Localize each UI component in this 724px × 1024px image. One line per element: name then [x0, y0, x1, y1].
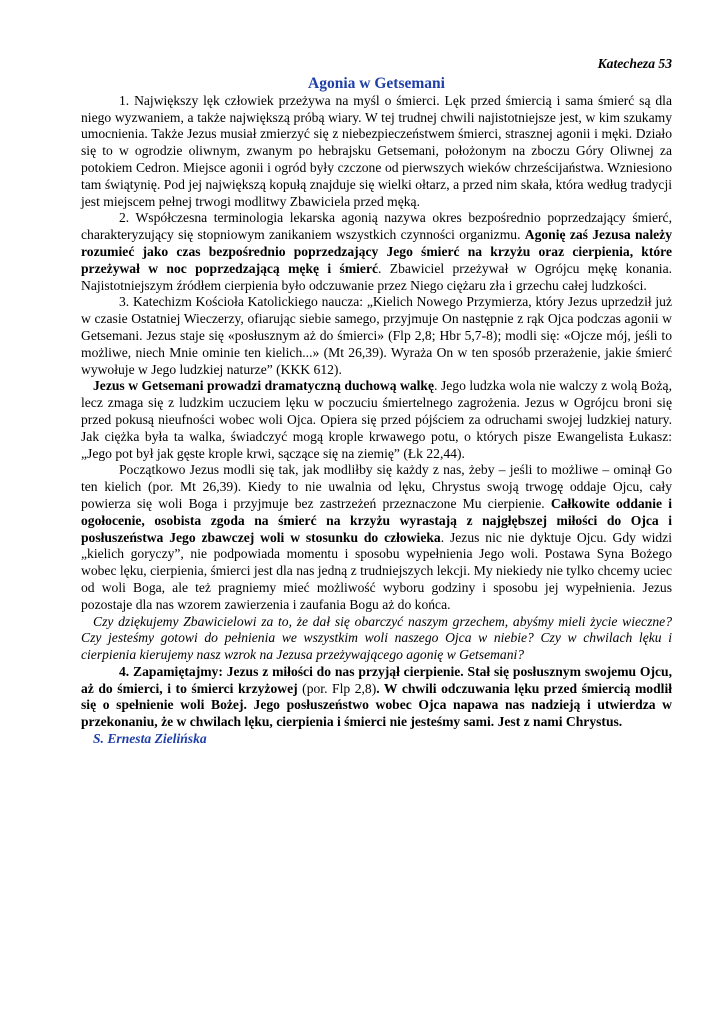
paragraph-5-text-a: Początkowo Jezus modli się tak, jak modliłby się każdy z nas, żeby – jeśli to możliwe – ominął Go ten kielich (por. Mt 26,39). Kiedy to nie uwalnia od lęku, Chrystus swoją trwogę oddaje Ojcu, cały powierza się woli Boga i przyjmuje bez zastrzeżeń przeznaczone Mu cierpienie.	[81, 462, 672, 511]
paragraph-3: 3. Katechizm Kościoła Katolickiego naucza: „Kielich Nowego Przymierza, który Jezus uprzedził już w czasie Ostatniej Wieczerzy, ofiarując siebie samego, przyjmuje On następnie z rąk Ojca podczas agonii w Getsemani. Jezus staje się «posłusznym aż do śmierci» (Flp 2,8; Hbr 5,7-8); modli się: «Ojcze mój, jeśli to możliwe, niech Mnie ominie ten kielich...» (Mt 26,39). Wyraża On w ten sposób przerażenie, jakie śmierć wywołuje w Jego ludzkiej naturze” (KKK 612).	[81, 294, 672, 377]
reflection-questions: Czy dziękujemy Zbawicielowi za to, że dał się obarczyć naszym grzechem, abyśmy mieli życie wieczne? Czy jesteśmy gotowi do pełnienia we wszystkim woli naszego Ojca w niebie? Czy w chwilach lęku i cierpienia kierujemy nasz wzrok na Jezusa przeżywającego agonię w Getsemani?	[81, 613, 672, 663]
summary-bold-a: 4. Zapamiętajmy: Jezus z miłości do nas przyjął cierpienie. Stał się posłusznym swojemu Ojcu, aż do śmierci, i to śmierci krzyżowej	[81, 663, 672, 696]
summary-bold-c: . W chwili odczuwania lęku przed śmiercią modlił się o spełnienie woli Bożej. Jego posłuszeństwo wobec Ojca napawa nas nadzieją i utwierdza w przekonaniu, że w chwilach lęku, cierpienia i śmierci nie jesteśmy sami. Jest z nami Chrystus.	[81, 680, 672, 730]
document-page	[81, 56, 672, 748]
paragraph-2	[81, 210, 672, 294]
paragraph-4	[81, 378, 672, 462]
summary-reference: (por. Flp 2,8)	[297, 680, 377, 696]
page-title: Agonia w Getsemani	[308, 74, 445, 92]
paragraph-5-bold: Całkowite oddanie i ogołocenie, osobista zgoda na śmierć na krzyżu wyrastają z najgłębszej miłości do Ojca i posłuszeństwa Jego zbawczej woli w stosunku do człowieka	[81, 495, 673, 545]
paragraph-2-bold: Agonię zaś Jezusa należy rozumieć jako czas bezpośrednio poprzedzający Jego śmierć na krzyżu oraz cierpienia, które przeżywał w noc poprzedzającą mękę i śmierć	[81, 227, 672, 276]
paragraph-5	[81, 462, 672, 613]
paragraph-4-bold: Jezus w Getsemani prowadzi dramatyczną duchową walkę	[93, 378, 435, 394]
paragraph-2-text-a: 2. Współczesna terminologia lekarska agonią nazywa okres bezpośrednio poprzedzający śmierć, charakteryzujący się stopniowym zanikaniem wszystkich czynności organizmu.	[81, 210, 672, 243]
paragraph-2-text-c: . Zbawiciel przeżywał w Ogrójcu mękę konania. Najistotniejszym źródłem cierpienia było odczuwanie przez Niego ciężaru zła i grzechu całej ludzkości.	[81, 260, 673, 293]
paragraph-summary	[81, 664, 672, 731]
lesson-number: Katecheza 53	[597, 56, 672, 71]
paragraph-5-text-c: . Jezus nic nie dyktuje Ojcu. Gdy widzi „kielich goryczy”, nie podpowiada momentu i sposobu wypełnienia Jego woli. Postawa Syna Bożego wobec lęku, cierpienia, śmierci jest dla nas jedną z trudniejszych lekcji. My niekiedy nie tylko chcemy uciec od woli Boga, ale też pragniemy mieć możliwość wyboru godziny i sposobu jej wypełnienia. Jezus pozostaje dla nas wzorem zawierzenia i zaufania Bogu aż do końca.	[81, 529, 672, 612]
paragraph-4-text: . Jego ludzka wola nie walczy z wolą Bożą, lecz zmaga się z ludzkim uczuciem lęku w poczuciu śmiertelnego zagrożenia. Jezus w Ogrójcu broni się przed pokusą nieufności wobec woli Ojca. Opiera się przed pójściem za odruchami swojej ludzkiej natury. Jak ciężka była ta walka, świadczyć mogą krople krwawego potu, o których pisze Ewangelista Łukasz: „Jego pot był jak gęste krople krwi, sączące się na ziemię” (Łk 22,44).	[81, 378, 672, 461]
paragraph-1: 1. Największy lęk człowiek przeżywa na myśl o śmierci. Lęk przed śmiercią i sama śmierć są dla niego wyzwaniem, a także największą próbą wiary. W tej trudnej chwili najistotniejsze jest, w kim szukamy umocnienia. Także Jezus musiał zmierzyć się z niebezpieczeństwem śmierci, strasznej agonii i męki. Działo się to w ogrodzie oliwnym, zwanym po hebrajsku Getsemani, położonym na zboczu Góry Oliwnej za potokiem Cedron. Miejsce agonii i ogród były czczone od pierwszych wieków chrześcijaństwa. Wzniesiono tam świątynię. Pod jej największą kopułą znajduje się wielki ołtarz, a przed nim skała, która według tradycji jest miejscem pełnej trwogi modlitwy Zbawiciela przed męką.	[81, 92, 672, 209]
author-signature: S. Ernesta Zielińska	[93, 731, 207, 747]
